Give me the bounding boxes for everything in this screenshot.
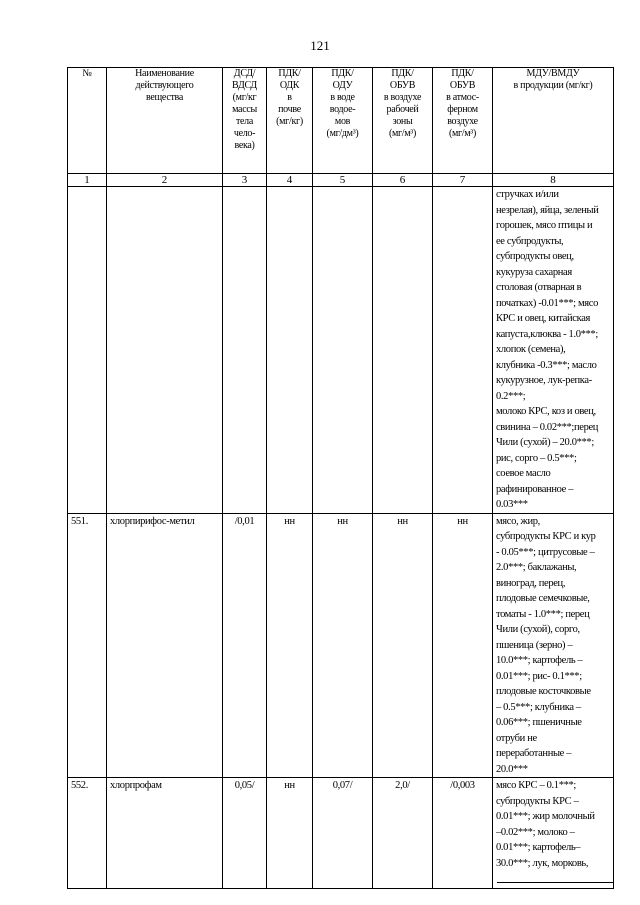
col-header-water: ПДК/ ОДУ в воде водое- мов (мг/дм³) xyxy=(313,68,373,174)
cell-substance xyxy=(107,187,223,514)
col-number: 8 xyxy=(493,174,614,187)
col-number: 2 xyxy=(107,174,223,187)
col-number: 3 xyxy=(223,174,267,187)
col-number: 4 xyxy=(267,174,313,187)
cell-number xyxy=(68,187,107,514)
col-number: 6 xyxy=(373,174,433,187)
substance-table xyxy=(67,67,614,889)
col-number: 5 xyxy=(313,174,373,187)
cell-work-air xyxy=(373,187,433,514)
column-number-row xyxy=(68,174,614,187)
table-row xyxy=(68,778,614,889)
cell-atm-air: нн xyxy=(433,513,493,778)
table-row xyxy=(68,187,614,514)
footer-rule xyxy=(497,882,613,883)
cell-soil: нн xyxy=(267,778,313,889)
cell-soil xyxy=(267,187,313,514)
cell-substance: хлорпирифос-метил xyxy=(107,513,223,778)
col-header-mrl: МДУ/ВМДУ в продукции (мг/кг) xyxy=(493,68,614,174)
cell-substance: хлорпрофам xyxy=(107,778,223,889)
cell-work-air: 2,0/ xyxy=(373,778,433,889)
header-row xyxy=(68,68,614,174)
col-header-work-air: ПДК/ ОБУВ в воздухе рабочей зоны (мг/м³) xyxy=(373,68,433,174)
col-header-atm-air: ПДК/ ОБУВ в атмос- ферном воздухе (мг/м³) xyxy=(433,68,493,174)
col-header-number: № xyxy=(68,68,107,174)
cell-number: 551. xyxy=(68,513,107,778)
cell-mrl: стручках и/или незрелая), яйца, зеленый горошек, мясо птицы и ее субпродукты, субпродукты овец, кукуруза сахарная столовая (отварная в початках) -0.01***; мясо КРС и овец, китайская капуста,клюква - 1.0***; хлопок (семена), клубника -0.3***; масло кукурузное, лук-репка- 0.2***; молоко КРС, коз и овец, свинина – 0.02***;перец Чили (сухой) – 20.0***; рис, сорго – 0.5***; соевое масло рафинированное – 0.03*** xyxy=(493,187,614,514)
cell-soil: нн xyxy=(267,513,313,778)
cell-number: 552. xyxy=(68,778,107,889)
cell-dsd xyxy=(223,187,267,514)
cell-water: 0,07/ xyxy=(313,778,373,889)
cell-water xyxy=(313,187,373,514)
col-header-substance: Наименование действующего вещества xyxy=(107,68,223,174)
cell-dsd: /0,01 xyxy=(223,513,267,778)
col-number: 1 xyxy=(68,174,107,187)
cell-water: нн xyxy=(313,513,373,778)
cell-atm-air xyxy=(433,187,493,514)
cell-dsd: 0,05/ xyxy=(223,778,267,889)
cell-mrl: мясо, жир, субпродукты КРС и кур - 0.05***; цитрусовые – 2.0***; баклажаны, виноград, перец, плодовые семечковые, томаты - 1.0***; перец Чили (сухой), сорго, пшеница (зерно) – 10.0***; картофель – 0.01***; рис- 0.1***; плодовые косточковые – 0.5***; клубника – 0.06***; пшеничные отруби не переработанные – 20.0*** xyxy=(493,513,614,778)
col-header-dsd: ДСД/ ВДСД (мг/кг массы тела чело- века) xyxy=(223,68,267,174)
page-number: 121 xyxy=(310,38,330,53)
cell-mrl: мясо КРС – 0.1***; субпродукты КРС – 0.01***; жир молочный –0.02***; молоко – 0.01***; картофель– 30.0***; лук, морковь, xyxy=(493,778,614,889)
cell-work-air: нн xyxy=(373,513,433,778)
table-row xyxy=(68,513,614,778)
cell-atm-air: /0,003 xyxy=(433,778,493,889)
col-header-soil: ПДК/ ОДК в почве (мг/кг) xyxy=(267,68,313,174)
col-number: 7 xyxy=(433,174,493,187)
